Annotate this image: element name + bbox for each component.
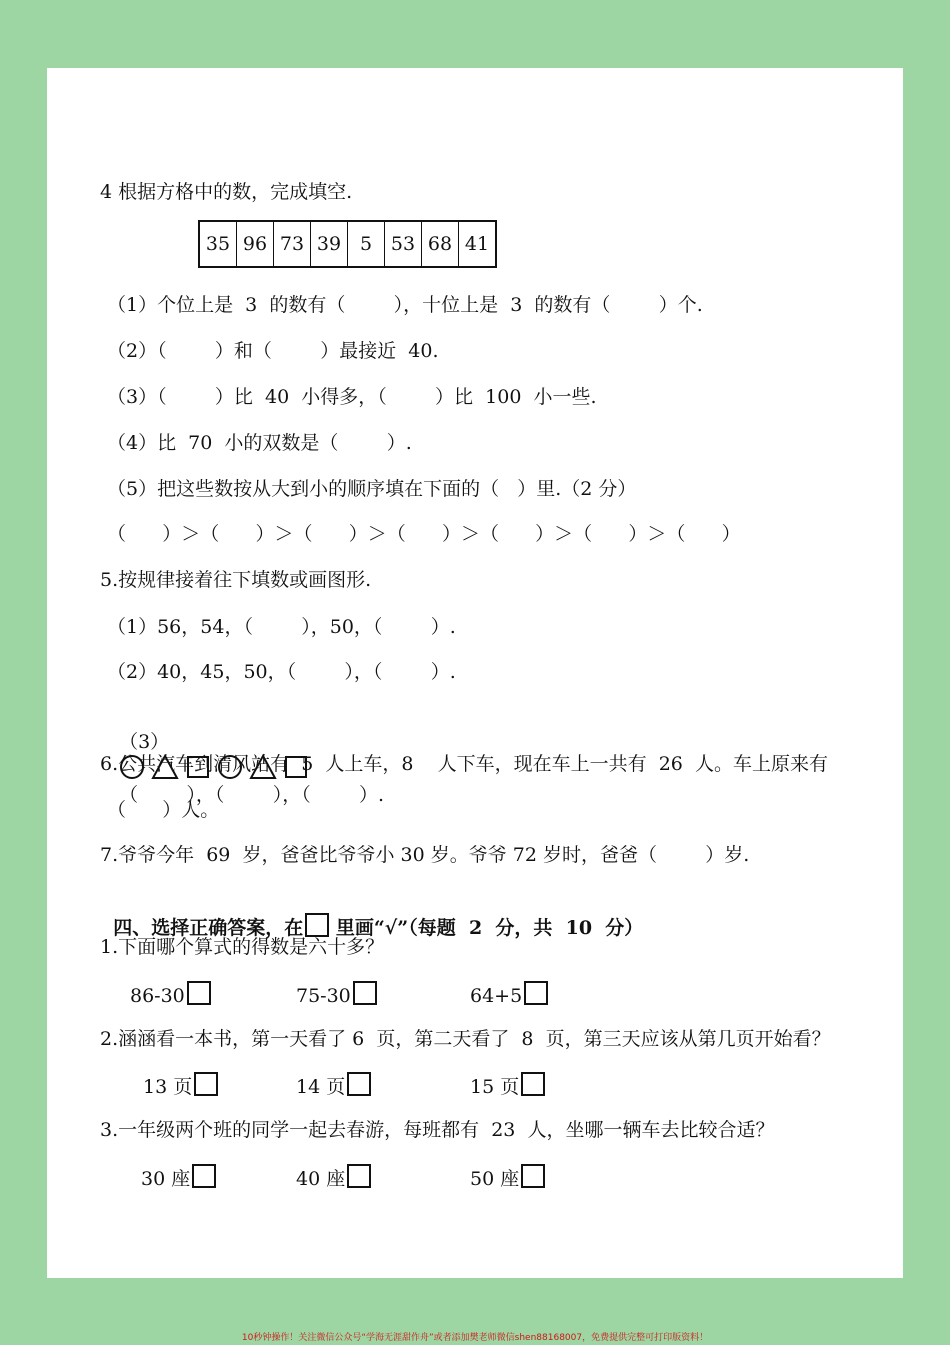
c3-question: 3.一年级两个班的同学一起去春游，每班都有 23 人，坐哪一辆车去比较合适？ — [100, 1119, 775, 1141]
q4-part4: （4）比 70 小的双数是（ ）. — [107, 432, 412, 454]
checkbox-sample-icon — [305, 913, 329, 937]
option-label: 14 页 — [296, 1076, 346, 1098]
answer-checkbox[interactable] — [347, 1164, 371, 1188]
grid-cell: 41 — [464, 233, 490, 255]
grid-cell: 53 — [385, 222, 422, 266]
option-label: 13 页 — [143, 1076, 193, 1098]
q4-part2: （2）（ ）和（ ）最接近 40. — [107, 340, 439, 362]
option-label: 30 座 — [141, 1168, 191, 1190]
answer-checkbox[interactable] — [521, 1072, 545, 1096]
grid-cell: 68 — [422, 222, 459, 266]
q5-part2: （2）40，45，50，（ ），（ ）. — [107, 661, 456, 683]
grid-cell: 39 — [311, 222, 348, 266]
section4-heading — [100, 889, 643, 940]
q5-part3-label: （3） — [119, 731, 170, 753]
grid-cell: 5 — [348, 222, 385, 266]
q5-part1: （1）56，54，（ ），50，（ ）. — [107, 616, 456, 638]
c1-option-b — [296, 981, 377, 1008]
section4-heading-end: 里画“√”（每题 2 分，共 10 分） — [335, 917, 644, 939]
answer-checkbox[interactable] — [192, 1164, 216, 1188]
option-label: 75-30 — [296, 985, 351, 1007]
answer-checkbox[interactable] — [353, 981, 377, 1005]
option-label: 50 座 — [470, 1168, 520, 1190]
answer-checkbox[interactable] — [524, 981, 548, 1005]
q4-order-row: （ ）＞（ ）＞（ ）＞（ ）＞（ ）＞（ ）＞（ ） — [107, 523, 741, 545]
c1-option-c — [470, 981, 548, 1008]
option-label: 64+5 — [470, 985, 523, 1007]
q4-title: 4 根据方格中的数，完成填空. — [100, 181, 353, 203]
option-label: 40 座 — [296, 1168, 346, 1190]
c1-question: 1.下面哪个算式的得数是六十多？ — [100, 936, 385, 958]
q5-title: 5.按规律接着往下填数或画图形. — [100, 569, 372, 591]
section4-heading-start: 四、选择正确答案，在 — [113, 917, 304, 939]
answer-checkbox[interactable] — [347, 1072, 371, 1096]
q6-line2: （ ）人。 — [107, 799, 220, 821]
q5-part3-blanks: （ ），（ ），（ ）. — [119, 784, 385, 806]
footer-promo-text: 10秒钟操作！关注微信公众号“学海无涯甜作舟”或者添加樊老师微信shen88168007，免费提供完整可打印版资料！ — [241, 1333, 709, 1343]
q6-line1: 6.公共汽车到清风站有 5 人上车，8 人下车，现在车上一共有 26 人。车上原来有 — [100, 753, 828, 775]
grid-cell: 96 — [237, 222, 274, 266]
q7: 7.爷爷今年 69 岁，爸爸比爷爷小 30 岁。爷爷 72 岁时，爸爸（ ）岁. — [100, 844, 750, 866]
q4-part1: （1）个位上是 3 的数有（ ），十位上是 3 的数有（ ）个. — [107, 294, 703, 316]
answer-checkbox[interactable] — [521, 1164, 545, 1188]
q4-part5: （5）把这些数按从大到小的顺序填在下面的（ ）里.（2 分） — [107, 478, 637, 500]
answer-checkbox[interactable] — [187, 981, 211, 1005]
number-grid — [198, 220, 497, 268]
grid-cell: 73 — [274, 222, 311, 266]
c3-option-a — [141, 1164, 216, 1191]
option-label: 15 页 — [470, 1076, 520, 1098]
c1-option-a — [130, 981, 211, 1008]
q4-part3: （3）（ ）比 40 小得多，（ ）比 100 小一些. — [107, 386, 597, 408]
c2-question: 2.涵涵看一本书，第一天看了 6 页，第二天看了 8 页，第三天应该从第几页开始看？ — [100, 1028, 831, 1050]
c2-option-a — [143, 1072, 218, 1099]
c3-option-c — [470, 1164, 545, 1191]
c3-option-b — [296, 1164, 371, 1191]
grid-cell: 35 — [200, 222, 237, 266]
c2-option-b — [296, 1072, 371, 1099]
c2-option-c — [470, 1072, 545, 1099]
answer-checkbox[interactable] — [194, 1072, 218, 1096]
option-label: 86-30 — [130, 985, 185, 1007]
